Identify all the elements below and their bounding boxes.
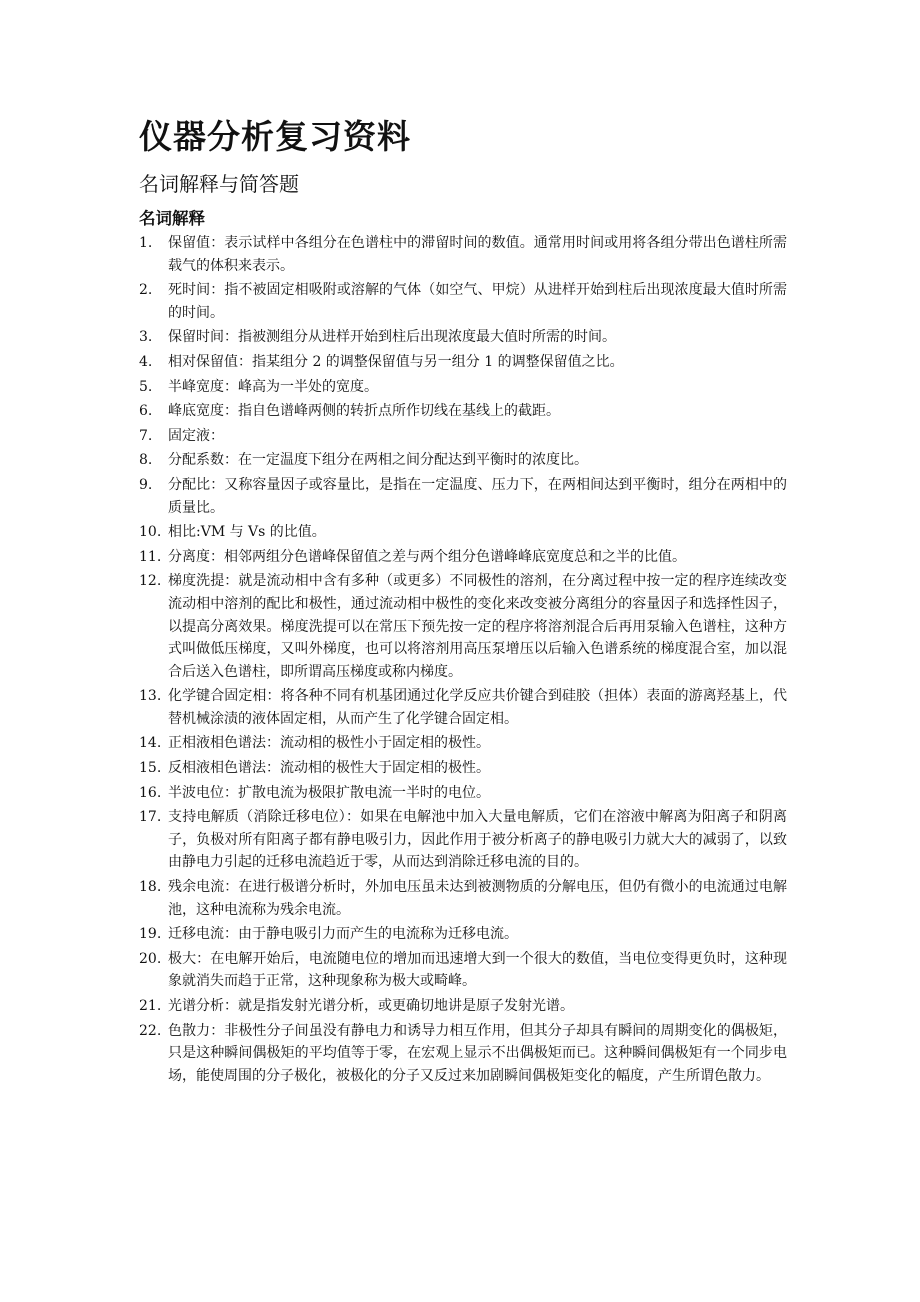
list-item	[139, 948, 787, 993]
document-subtitle: 名词解释与简答题	[139, 172, 299, 196]
list-item-text: 光谱分析：就是指发射光谱分析，或更确切地讲是原子发射光谱。	[168, 998, 574, 1014]
list-item-text: 保留值：表示试样中各组分在色谱柱中的滞留时间的数值。通常用时间或用将各组分带出色谱柱所需载气的体积来表示。	[168, 235, 787, 274]
list-item-number: 5.	[139, 378, 153, 395]
list-item-number: 2.	[139, 282, 153, 299]
list-item	[139, 279, 787, 324]
list-item-number: 8.	[139, 452, 153, 469]
list-item-text: 支持电解质（消除迁移电位）：如果在电解池中加入大量电解质，它们在溶液中解离为阳离子和阴离子，负极对所有阳离子都有静电吸引力，因此作用于被分析离子的静电吸引力就大大的减弱了，以致由静电力引起的迁移电流趋近于零，从而达到消除迁移电流的目的。	[168, 809, 787, 871]
list-item-number: 9.	[139, 476, 153, 493]
list-item-text: 死时间：指不被固定相吸附或溶解的气体（如空气、甲烷）从进样开始到柱后出现浓度最大值时所需的时间。	[168, 282, 787, 321]
list-item	[139, 376, 787, 399]
list-item-text: 相对保留值：指某组分 2 的调整保留值与另一组分 1 的调整保留值之比。	[168, 353, 624, 370]
list-item-number: 17.	[139, 809, 162, 826]
list-item	[139, 757, 787, 780]
list-item-text: 正相液相色谱法：流动相的极性小于固定相的极性。	[168, 735, 490, 752]
list-item-number: 6.	[139, 403, 153, 420]
list-item-number: 16.	[139, 784, 162, 801]
list-item-text: 峰底宽度：指自色谱峰两侧的转折点所作切线在基线上的截距。	[168, 403, 560, 420]
list-item-text: 半波电位：扩散电流为极限扩散电流一半时的电位。	[168, 784, 490, 801]
term-list	[139, 232, 787, 1089]
list-item-number: 14.	[139, 735, 162, 752]
list-item	[139, 570, 787, 683]
list-item	[139, 546, 787, 569]
list-item-text: 相比:VM 与 Vs 的比值。	[168, 524, 326, 541]
list-item	[139, 232, 787, 277]
list-item	[139, 474, 787, 519]
list-item-text: 分配比：又称容量因子或容量比，是指在一定温度、压力下，在两相间达到平衡时，组分在两相中的质量比。	[168, 476, 787, 516]
list-item-text: 分离度：相邻两组分色谱峰保留值之差与两个组分色谱峰峰底宽度总和之半的比值。	[168, 548, 686, 565]
list-item-text: 半峰宽度：峰高为一半处的宽度。	[168, 378, 378, 395]
list-item	[139, 806, 787, 874]
list-item-number: 12.	[139, 573, 162, 590]
list-item-number: 22.	[139, 1022, 162, 1039]
list-item-number: 1.	[139, 235, 153, 251]
list-item	[139, 782, 787, 805]
list-item-number: 15.	[139, 760, 162, 777]
list-item	[139, 449, 787, 472]
list-item	[139, 876, 787, 921]
list-item	[139, 521, 787, 544]
section-heading: 名词解释	[139, 209, 205, 228]
list-item	[139, 995, 787, 1018]
list-item-number: 10.	[139, 524, 162, 541]
list-item-text: 化学键合固定相：将各种不同有机基团通过化学反应共价键合到硅胶（担体）表面的游离羟基上，代替机械涂渍的液体固定相，从而产生了化学键合固定相。	[168, 688, 787, 727]
list-item	[139, 732, 787, 755]
list-item-text: 反相液相色谱法：流动相的极性大于固定相的极性。	[168, 760, 490, 777]
list-item-text: 极大：在电解开始后，电流随电位的增加而迅速增大到一个很大的数值，当电位变得更负时，这种现象就消失而趋于正常，这种现象称为极大或畸峰。	[168, 950, 787, 990]
list-item-text: 保留时间：指被测组分从进样开始到柱后出现浓度最大值时所需的时间。	[168, 329, 616, 346]
list-item-text: 色散力：非极性分子间虽没有静电力和诱导力相互作用，但其分子却具有瞬间的周期变化的偶极矩，只是这种瞬间偶极矩的平均值等于零，在宏观上显示不出偶极矩而已。这种瞬间偶极矩有一个同步电场，能使周围的分子极化，被极化的分子又反过来加剧瞬间偶极矩变化的幅度，产生所谓色散力。	[168, 1022, 787, 1084]
list-item-number: 7.	[139, 427, 153, 444]
list-item-number: 3.	[139, 329, 153, 346]
list-item-number: 19.	[139, 926, 162, 943]
list-item-text: 固定液：	[168, 427, 224, 444]
list-item-text: 分配系数：在一定温度下组分在两相之间分配达到平衡时的浓度比。	[168, 452, 588, 469]
list-item-number: 13.	[139, 688, 162, 705]
list-item-number: 11.	[139, 548, 162, 565]
list-item	[139, 351, 787, 374]
list-item	[139, 685, 787, 730]
list-item	[139, 326, 787, 349]
list-item	[139, 1020, 787, 1088]
list-item	[139, 923, 787, 946]
list-item	[139, 425, 787, 448]
list-item-text: 残余电流：在进行极谱分析时，外加电压虽未达到被测物质的分解电压，但仍有微小的电流通过电解池，这种电流称为残余电流。	[168, 879, 787, 918]
list-item-number: 4.	[139, 353, 153, 370]
list-item-number: 21.	[139, 998, 162, 1014]
list-item-number: 20.	[139, 950, 162, 967]
list-item-text: 梯度洗提：就是流动相中含有多种（或更多）不同极性的溶剂，在分离过程中按一定的程序连续改变流动相中溶剂的配比和极性，通过流动相中极性的变化来改变被分离组分的容量因子和选择性因子，以提高分离效果。梯度洗提可以在常压下预先按一定的程序将溶剂混合后再用泵输入色谱柱，这种方式叫做低压梯度，又叫外梯度，也可以将溶剂用高压泵增压以后输入色谱系统的梯度混合室，加以混合后送入色谱柱，即所谓高压梯度或称内梯度。	[168, 573, 787, 680]
document-title: 仪器分析复习资料	[139, 117, 411, 156]
list-item	[139, 400, 787, 423]
list-item-number: 18.	[139, 879, 162, 896]
list-item-text: 迁移电流：由于静电吸引力而产生的电流称为迁移电流。	[168, 926, 518, 943]
